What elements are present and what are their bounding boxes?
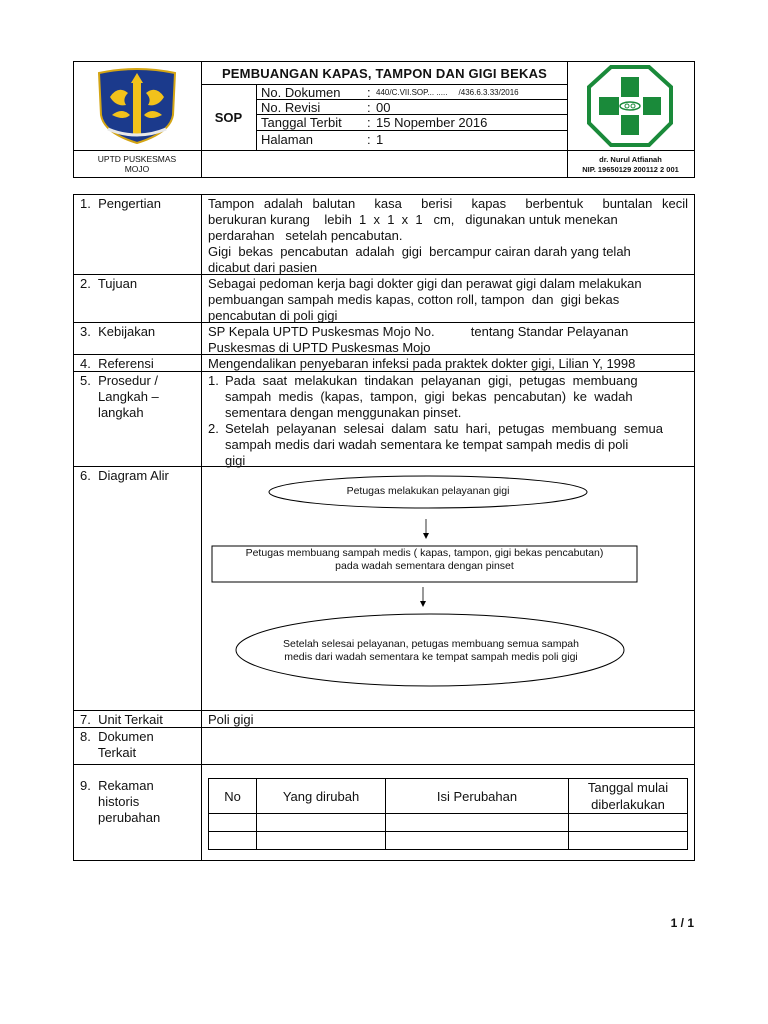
col-header-no: No: [209, 779, 257, 814]
section-label-prosedur: [80, 373, 159, 421]
table-row: [209, 832, 688, 850]
section-label-unit: 7. Unit Terkait: [80, 712, 163, 727]
pengertian-line: perdarahan setelah pencabutan.: [208, 228, 403, 243]
table-cell: [257, 832, 386, 850]
sop-label: SOP: [214, 110, 243, 125]
field-no-dokumen-value: 440/C.VII.SOP... ..... /436.6.3.33/2016: [376, 88, 519, 97]
tujuan-text: [208, 276, 688, 324]
puskesmas-logo: [587, 65, 673, 147]
field-no-dokumen-label: No. Dokumen: [261, 85, 341, 100]
section-label-dokumen: [80, 729, 154, 761]
pengertian-line: berukuran kurang lebih 1 x 1 x 1 cm, digunakan untuk menekan: [208, 212, 618, 227]
field-no-dokumen-colon: :: [367, 85, 371, 100]
table-cell: [386, 832, 569, 850]
flow-step-3-line: medis dari wadah sementara ke tempat sampah medis poli gigi: [284, 651, 578, 663]
section-label-referensi: 4. Referensi: [80, 356, 154, 371]
step-line: sampah medis (kapas, tampon, gigi bekas pencabutan) ke wadah: [225, 389, 633, 404]
document-title: PEMBUANGAN KAPAS, TAMPON DAN GIGI BEKAS: [221, 66, 548, 81]
step-number: 1.: [208, 373, 219, 388]
flow-step-1-text: Petugas melakukan pelayanan gigi: [346, 485, 510, 497]
dokumen-label-line: 8. Dokumen: [80, 729, 154, 744]
kebijakan-text: [208, 324, 688, 356]
step-line: Pada saat melakukan tindakan pelayanan gigi, petugas membuang: [225, 373, 638, 388]
flow-step-3-text: [236, 638, 626, 664]
flowchart: [202, 467, 694, 710]
col-header-isi-perubahan: Isi Perubahan: [386, 779, 569, 814]
table-cell: [209, 832, 257, 850]
rekaman-label-line: perubahan: [80, 810, 161, 825]
rekaman-label-line: 9. Rekaman: [80, 778, 154, 793]
field-no-revisi-label: No. Revisi: [261, 100, 321, 115]
tujuan-line: Sebagai pedoman kerja bagi dokter gigi dan perawat gigi dalam melakukan: [208, 276, 642, 291]
table-cell: [569, 832, 688, 850]
table-row: [209, 814, 688, 832]
step-number: 2.: [208, 421, 219, 436]
signer-nip: NIP. 19650129 200112 2 001: [582, 165, 679, 174]
table-cell: [569, 814, 688, 832]
tujuan-line: pembuangan sampah medis kapas, cotton roll, tampon dan gigi bekas: [208, 292, 620, 307]
field-no-revisi-colon: :: [367, 100, 371, 115]
field-no-revisi-value: 00: [376, 100, 391, 115]
tujuan-line: pencabutan di poli gigi: [208, 308, 338, 323]
step-line: Setelah pelayanan selesai dalam satu hari, petugas membuang semua: [225, 421, 663, 436]
table-cell: [209, 814, 257, 832]
flow-step-2-text: [212, 547, 637, 573]
table-cell: [257, 814, 386, 832]
field-halaman-label: Halaman: [261, 132, 314, 147]
field-tanggal-colon: :: [367, 115, 371, 130]
section-label-tujuan: 2. Tujuan: [80, 276, 138, 291]
kebijakan-line: SP Kepala UPTD Puskesmas Mojo No. tentang Standar Pelayanan: [208, 324, 629, 339]
page-number: 1 / 1: [670, 916, 694, 930]
organization-caption: UPTD PUSKESMAS MOJO: [97, 154, 177, 174]
field-tanggal-value: 15 Nopember 2016: [376, 115, 488, 130]
city-shield-logo: [96, 67, 178, 145]
prosedur-label-line: 5. Prosedur /: [80, 373, 159, 388]
step-line: sementara dengan menggunakan pinset.: [225, 405, 462, 420]
section-label-rekaman: [80, 778, 160, 826]
table-cell: [386, 814, 569, 832]
field-tanggal-label: Tanggal Terbit: [261, 115, 342, 130]
step-line: gigi: [225, 453, 246, 468]
field-halaman-value: 1: [376, 132, 384, 147]
col-header-yang-dirubah: Yang dirubah: [257, 779, 386, 814]
dokumen-label-line: Terkait: [80, 745, 137, 760]
signer-name: dr. Nurul Atfianah: [599, 155, 662, 164]
flow-arrowhead: [420, 601, 426, 607]
flow-step-3-line: Setelah selesai pelayanan, petugas membuang semua sampah: [283, 638, 579, 650]
rekaman-label-line: historis: [80, 794, 140, 809]
pengertian-line: dicabut dari pasien: [208, 260, 318, 275]
section-label-pengertian: 1. Pengertian: [80, 196, 161, 211]
section-label-diagram: 6. Diagram Alir: [80, 468, 169, 483]
flow-step-2-line: Petugas membuang sampah medis ( kapas, tampon, gigi bekas pencabutan): [245, 547, 604, 559]
prosedur-label-line: Langkah –: [80, 389, 159, 404]
col-header-tanggal: Tanggal mulai diberlakukan: [569, 779, 688, 814]
prosedur-label-line: langkah: [80, 405, 144, 420]
kebijakan-line: Puskesmas di UPTD Puskesmas Mojo: [208, 340, 431, 355]
revision-history-table: [208, 778, 688, 850]
pengertian-text: [208, 196, 688, 276]
step-line: sampah medis dari wadah sementara ke tempat sampah medis di poli: [225, 437, 629, 452]
field-halaman-colon: :: [367, 132, 371, 147]
section-label-kebijakan: 3. Kebijakan: [80, 324, 156, 339]
pengertian-line: Gigi bekas pencabutan adalah gigi bercampur cairan darah yang telah: [208, 244, 631, 259]
referensi-text: Mengendalikan penyebaran infeksi pada praktek dokter gigi, Lilian Y, 1998: [208, 356, 636, 371]
prosedur-steps: [208, 373, 690, 469]
flow-step-2-line: pada wadah sementara dengan pinset: [335, 560, 514, 572]
unit-text: Poli gigi: [208, 712, 254, 727]
flow-arrowhead: [423, 533, 429, 539]
pengertian-line: Tampon adalah balutan kasa berisi kapas berbentuk buntalan kecil: [208, 196, 688, 211]
